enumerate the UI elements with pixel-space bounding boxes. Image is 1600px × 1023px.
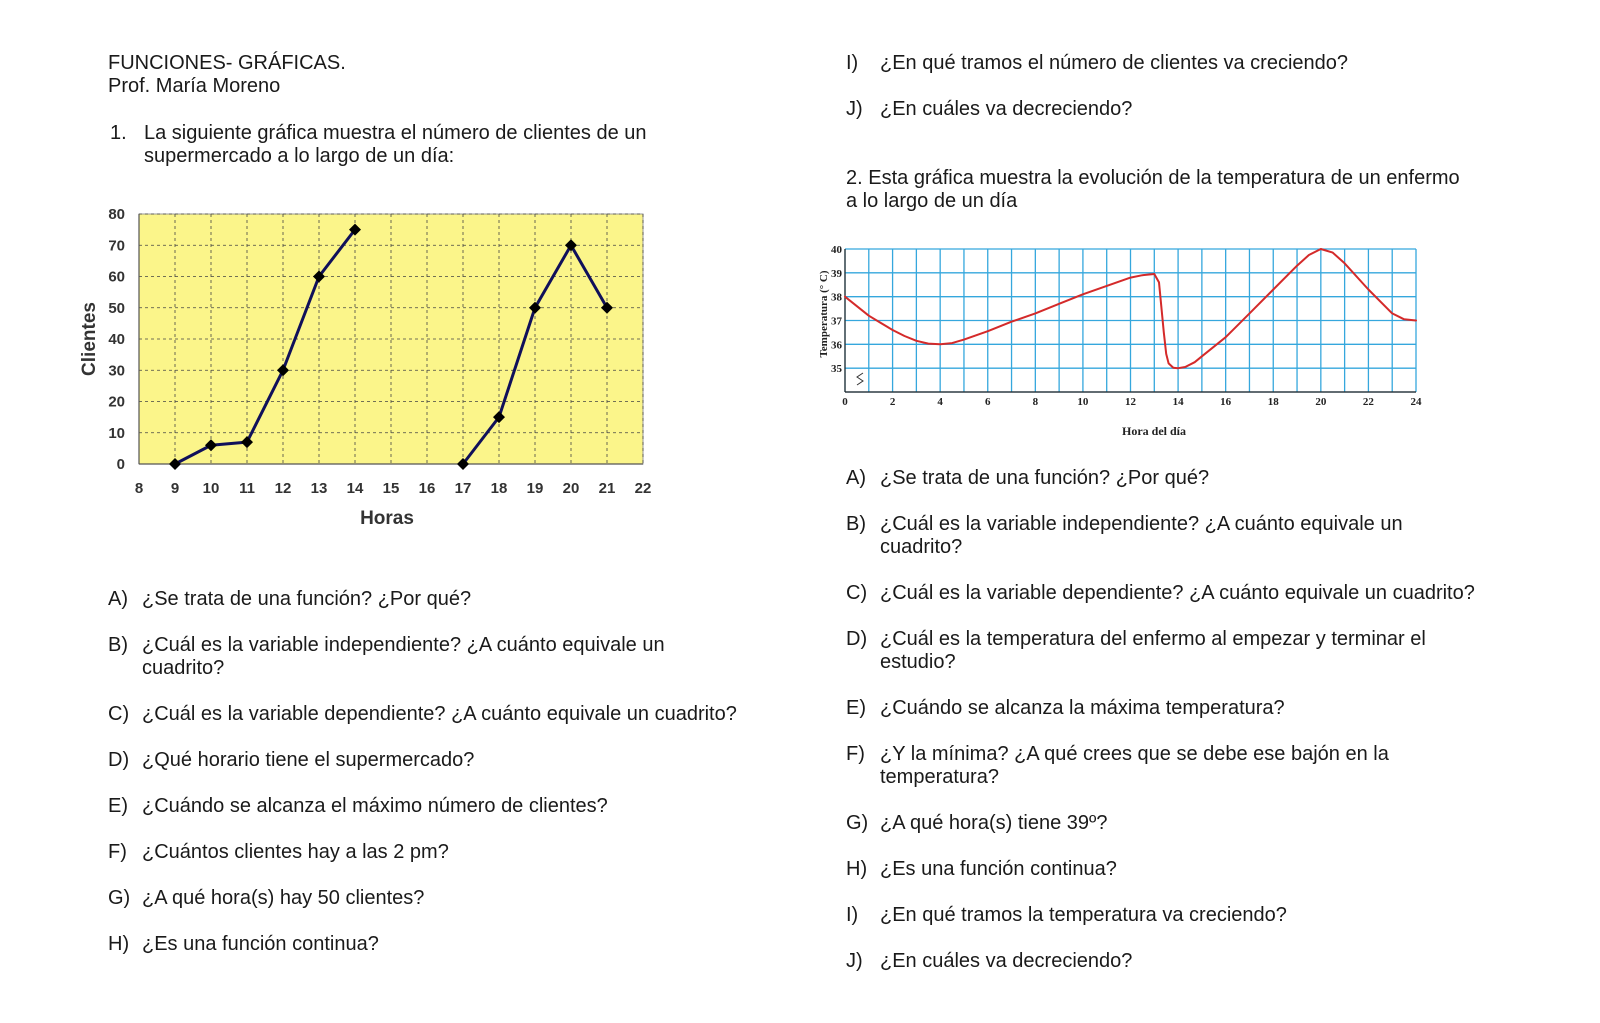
ex2-question-b: [846, 513, 1546, 559]
chart2-xtick-label: 0: [842, 396, 848, 408]
chart1-xtick-label: 19: [526, 480, 544, 497]
ex1-intro-line1: La siguiente gráfica muestra el número de clientes de un: [144, 122, 647, 144]
chart1-ytick-label: 0: [116, 456, 125, 473]
chart2-ytick-label: 35: [831, 363, 842, 376]
chart1-xtick-label: 15: [382, 480, 400, 497]
author-name: Prof. María Moreno: [108, 75, 281, 97]
question-text: ¿Se trata de una función? ¿Por qué?: [880, 467, 1210, 489]
chart2-xtick-label: 20: [1315, 396, 1327, 408]
ex1-question-g: [108, 887, 808, 910]
question-letter: B): [846, 513, 866, 535]
question-letter: J): [846, 950, 863, 972]
chart2-xtick-label: 10: [1077, 396, 1089, 408]
chart2-ytick-label: 40: [831, 244, 842, 256]
question-text-continuation: cuadrito?: [880, 536, 963, 558]
question-letter: E): [108, 795, 128, 817]
ex1-question-i: [846, 52, 1546, 75]
question-text: ¿Es una función continua?: [142, 933, 379, 955]
chart2-ylabel: Temperatura (° C): [818, 270, 830, 358]
chart1-ytick-label: 70: [108, 237, 125, 255]
ex1-question-h: [108, 933, 808, 956]
chart2-xtick-label: 22: [1362, 396, 1374, 408]
question-text: ¿Cuándo se alcanza el máximo número de clientes?: [142, 795, 608, 817]
question-letter: H): [108, 933, 130, 955]
chart2-xtick-label: 12: [1125, 396, 1136, 408]
ex2-question-c: [846, 582, 1546, 605]
chart2-xtick-label: 6: [985, 396, 991, 408]
question-text: ¿Cuándo se alcanza la máxima temperatura?: [880, 697, 1285, 719]
question-letter: I): [846, 52, 859, 74]
question-letter: A): [846, 467, 866, 489]
question-text: ¿Cuál es la variable dependiente? ¿A cuánto equivale un cuadrito?: [880, 582, 1475, 604]
question-text: ¿Cuántos clientes hay a las 2 pm?: [142, 841, 449, 863]
ex2-question-f: [846, 743, 1546, 789]
chart2-ytick-label: 39: [831, 267, 842, 280]
chart2-ytick-label: 38: [831, 291, 842, 304]
question-letter: F): [846, 743, 865, 765]
chart1-xtick-label: 21: [598, 480, 616, 497]
question-letter: I): [846, 904, 859, 926]
chart1-ytick-label: 10: [108, 424, 125, 442]
question-text: ¿Y la mínima? ¿A qué crees que se debe ese bajón en la: [880, 743, 1389, 765]
chart1-xtick-label: 20: [562, 480, 580, 497]
question-text: ¿Cuál es la variable independiente? ¿A cuánto equivale un: [142, 634, 665, 656]
ex2-question-e: [846, 697, 1546, 720]
chart2-ytick-label: 36: [831, 339, 842, 352]
axis-break-icon: [857, 373, 863, 385]
page-title: FUNCIONES- GRÁFICAS.: [108, 52, 346, 74]
question-letter: C): [846, 582, 868, 604]
ex2-question-h: [846, 858, 1546, 881]
question-text: ¿Cuál es la variable dependiente? ¿A cuánto equivale un cuadrito?: [142, 703, 737, 725]
chart1-xtick-label: 11: [239, 480, 255, 497]
chart1-ytick-label: 20: [108, 393, 125, 411]
question-text: ¿En cuáles va decreciendo?: [880, 950, 1133, 972]
temperature-chart: [810, 238, 1470, 443]
question-text: ¿Cuál es la variable independiente? ¿A cuánto equivale un: [880, 513, 1403, 535]
question-letter: B): [108, 634, 128, 656]
chart1-xtick-label: 12: [274, 480, 292, 497]
question-text: ¿Cuál es la temperatura del enfermo al empezar y terminar el: [880, 628, 1426, 650]
question-letter: D): [108, 749, 130, 771]
chart1-ytick-label: 50: [108, 299, 125, 317]
chart2-xtick-label: 24: [1410, 396, 1422, 408]
ex2-intro-line1: 2. Esta gráfica muestra la evolución de la temperatura de un enfermo: [846, 167, 1460, 189]
question-text: ¿Se trata de una función? ¿Por qué?: [142, 588, 472, 610]
ex2-question-i: [846, 904, 1546, 927]
question-letter: D): [846, 628, 868, 650]
question-letter: G): [846, 812, 869, 834]
chart2-ytick-label: 37: [831, 315, 842, 328]
ex2-question-g: [846, 812, 1546, 835]
chart1-xtick-label: 13: [310, 480, 328, 497]
ex2-question-a: [846, 467, 1546, 490]
ex1-question-c: [108, 703, 808, 726]
ex1-question-b: [108, 634, 808, 680]
question-letter: J): [846, 98, 863, 120]
ex2-intro-line2: a lo largo de un día: [846, 190, 1018, 212]
question-text: ¿En qué tramos el número de clientes va creciendo?: [880, 52, 1349, 74]
question-text: ¿A qué hora(s) hay 50 clientes?: [142, 887, 425, 909]
chart2-xtick-label: 2: [889, 396, 896, 408]
chart1-xtick-label: 22: [634, 480, 652, 497]
question-letter: H): [846, 858, 868, 880]
chart1-xlabel: Horas: [360, 508, 414, 529]
ex1-number: 1.: [110, 122, 127, 144]
question-text: ¿Qué horario tiene el supermercado?: [142, 749, 475, 771]
question-text-continuation: temperatura?: [880, 766, 999, 788]
chart1-ytick-label: 30: [108, 362, 125, 380]
chart1-ylabel: Clientes: [79, 302, 100, 376]
ex1-question-j: [846, 98, 1546, 121]
question-text-continuation: cuadrito?: [142, 657, 225, 679]
question-text: ¿En qué tramos la temperatura va creciendo?: [880, 904, 1287, 926]
chart1-xtick-label: 10: [202, 480, 220, 497]
ex1-intro-line2: supermercado a lo largo de un día:: [144, 145, 455, 167]
chart1-xtick-label: 16: [418, 480, 436, 497]
question-letter: C): [108, 703, 130, 725]
chart1-xtick-label: 14: [346, 480, 364, 497]
chart2-xtick-label: 14: [1172, 396, 1184, 408]
ex1-question-f: [108, 841, 808, 864]
question-letter: F): [108, 841, 127, 863]
chart2-xtick-label: 8: [1032, 396, 1039, 408]
chart2-xtick-label: 16: [1220, 396, 1232, 408]
question-text: ¿A qué hora(s) tiene 39º?: [880, 812, 1108, 834]
ex1-question-a: [108, 588, 808, 611]
chart1-xtick-label: 8: [134, 480, 144, 497]
question-text: ¿Es una función continua?: [880, 858, 1117, 880]
chart1-xtick-label: 18: [490, 480, 508, 497]
ex1-question-e: [108, 795, 808, 818]
ex2-question-d: [846, 628, 1546, 674]
chart1-ytick-label: 60: [108, 268, 125, 286]
chart2-xlabel: Hora del día: [1121, 424, 1187, 438]
ex2-question-j: [846, 950, 1546, 973]
question-text: ¿En cuáles va decreciendo?: [880, 98, 1133, 120]
question-letter: G): [108, 887, 131, 909]
chart2-xtick-label: 18: [1267, 396, 1279, 408]
chart1-ytick-label: 80: [108, 206, 125, 223]
chart1-xtick-label: 9: [170, 480, 180, 497]
question-text-continuation: estudio?: [880, 651, 956, 673]
customers-chart: [70, 200, 690, 540]
chart2-xtick-label: 4: [937, 396, 943, 408]
ex1-question-d: [108, 749, 808, 772]
question-letter: E): [846, 697, 866, 719]
question-letter: A): [108, 588, 128, 610]
chart1-xtick-label: 17: [454, 480, 472, 497]
chart1-ytick-label: 40: [108, 331, 125, 348]
